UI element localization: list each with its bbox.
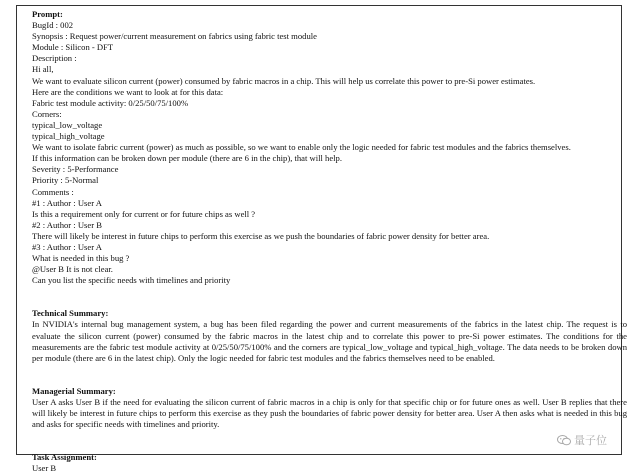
prompt-line: typical_low_voltage bbox=[32, 119, 103, 130]
prompt-line: #3 : Author : User A bbox=[32, 241, 102, 252]
prompt-line: Description : bbox=[32, 53, 77, 64]
watermark bbox=[557, 432, 607, 448]
technical-summary-text: In NVIDIA's internal bug management system, a bug has been filed regarding the power and current measurements of the fabrics in the latest chip. The request is to evaluate the silicon current (power) consumed by the fabric macros in the latest chip and to correlate this power to pre-Si power estimates. The conditions for the measurements are the fabric test module activity at 0/25/50/75/100% and the corners are typical_low_voltage and typical_high_voltage. The data needs to be broken down per module (there are 6 in the latest chip). Only the logic needed for fabric test modules and the fabrics themselves need to be enabled. bbox=[32, 319, 627, 363]
task-assignment-heading: Task Assignment: bbox=[32, 452, 97, 463]
prompt-line: If this information can be broken down per module (there are 6 in the chip), that will help. bbox=[32, 153, 342, 164]
prompt-line: We want to evaluate silicon current (power) consumed by fabric macros in a chip. This will help us correlate this power to pre-Si power estimates. bbox=[32, 75, 536, 86]
prompt-line: Corners: bbox=[32, 108, 62, 119]
prompt-line: typical_high_voltage bbox=[32, 131, 105, 142]
prompt-lines-after bbox=[32, 153, 627, 286]
document-frame bbox=[16, 5, 627, 474]
prompt-line: Can you list the specific needs with timelines and priority bbox=[32, 275, 231, 286]
prompt-isolate-paragraph: We want to isolate fabric current (power) as much as possible, so we want to enable only the logic needed for fabric test modules and the fabrics themselves. bbox=[32, 142, 571, 153]
watermark-text: 量子位 bbox=[574, 434, 607, 447]
wechat-icon bbox=[557, 435, 571, 446]
prompt-line: Here are the conditions we want to look at for this data: bbox=[32, 86, 224, 97]
prompt-lines bbox=[32, 20, 627, 142]
managerial-summary-heading: Managerial Summary: bbox=[32, 385, 116, 396]
prompt-line: Fabric test module activity: 0/25/50/75/100% bbox=[32, 97, 189, 108]
prompt-line: #1 : Author : User A bbox=[32, 197, 102, 208]
prompt-line: Module : Silicon - DFT bbox=[32, 42, 114, 53]
prompt-line: Severity : 5-Performance bbox=[32, 164, 119, 175]
document-content bbox=[32, 9, 627, 474]
prompt-line: There will likely be interest in future chips to perform this exercise as we push the boundaries of fabric power density for better area. bbox=[32, 230, 490, 241]
prompt-line: Synopsis : Request power/current measurement on fabrics using fabric test module bbox=[32, 31, 317, 42]
prompt-line: #2 : Author : User B bbox=[32, 219, 102, 230]
task-assignment-text: User B bbox=[32, 463, 57, 474]
managerial-summary-text: User A asks User B if the need for evaluating the silicon current of fabric macros in a chip is only for that specific chip or for future ones as well. User B replies that there will likely be interest in future chips to perform this exercise as they push the boundaries of fabric power density for better area. User A then asks what is needed in this bug and asks for specific needs with timelines and priority. bbox=[32, 396, 627, 430]
prompt-heading: Prompt: bbox=[32, 9, 63, 19]
prompt-line: Priority : 5-Normal bbox=[32, 175, 99, 186]
prompt-line: Is this a requirement only for current or for future chips as well ? bbox=[32, 208, 256, 219]
prompt-line: Hi all, bbox=[32, 64, 54, 75]
prompt-line: What is needed in this bug ? bbox=[32, 253, 130, 264]
prompt-line: BugId : 002 bbox=[32, 20, 74, 31]
technical-summary-heading: Technical Summary: bbox=[32, 308, 109, 319]
prompt-line: @User B It is not clear. bbox=[32, 264, 113, 275]
prompt-line: Comments : bbox=[32, 186, 74, 197]
